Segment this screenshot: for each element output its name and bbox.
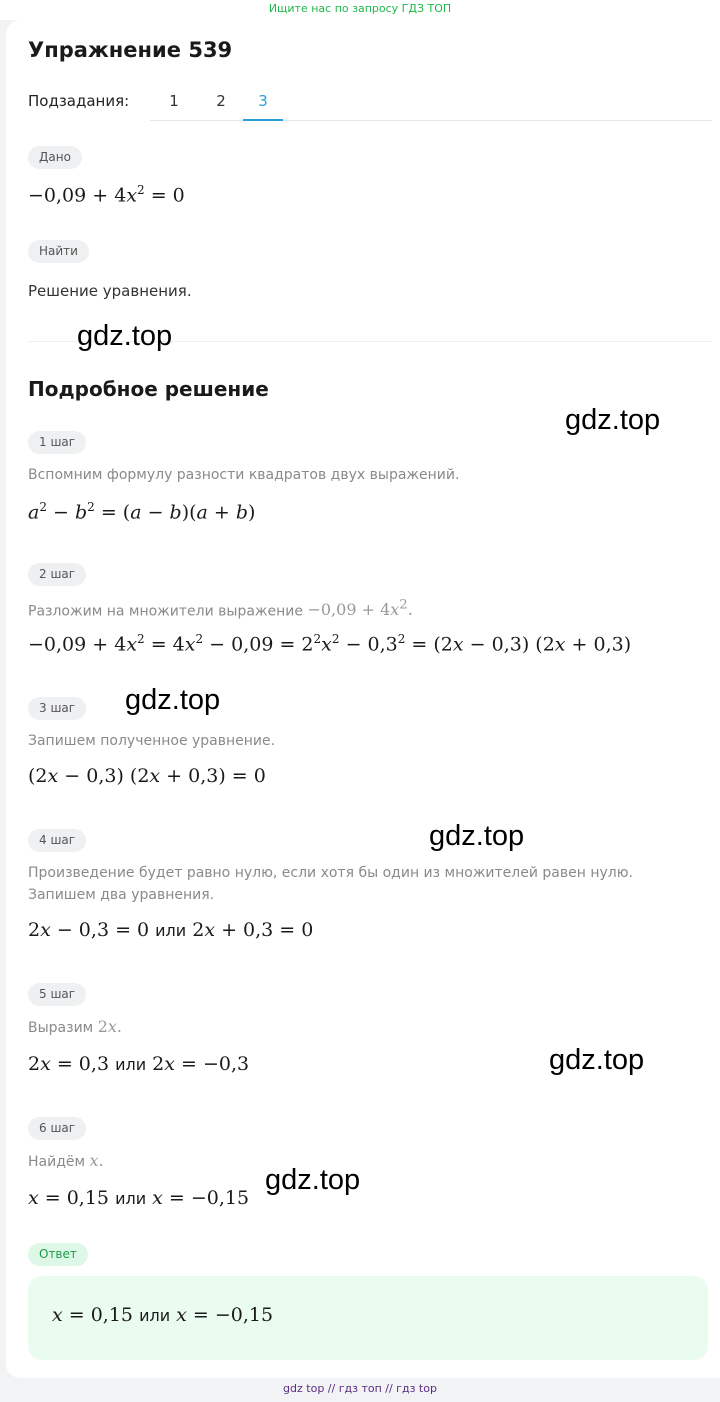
top-banner[interactable]: Ищите нас по запросу ГДЗ ТОП [0, 0, 720, 20]
step-6-text: Найдём x. [28, 1151, 104, 1170]
find-badge: Найти [28, 240, 89, 263]
step-6-formula: x = 0,15 или x = −0,15 [28, 1187, 250, 1209]
watermark: gdz.top [565, 404, 661, 436]
tab-subtask-2[interactable]: 2 [216, 92, 226, 110]
exercise-card [6, 20, 720, 1378]
or-word: или [115, 1055, 147, 1074]
step-4-formula: 2x − 0,3 = 0 или 2x + 0,3 = 0 [28, 919, 314, 941]
watermark: gdz.top [429, 820, 525, 852]
or-word: или [139, 1306, 171, 1325]
footer-links[interactable]: gdz top // гдз топ // гдз top [283, 1382, 437, 1395]
step-5-formula: 2x = 0,3 или 2x = −0,3 [28, 1053, 250, 1075]
or-word: или [155, 921, 187, 940]
subtasks-bar [28, 90, 712, 122]
step-5-badge: 5 шаг [28, 983, 86, 1006]
answer-formula: x = 0,15 или x = −0,15 [52, 1304, 274, 1326]
step-4-text: Произведение будет равно нулю, если хотя бы один из множителей равен нулю. Запишем два уравнения. [28, 865, 633, 903]
page-title: Упражнение 539 [28, 38, 233, 62]
step-3-badge: 3 шаг [28, 697, 86, 720]
given-equation: $-0,09 + 4x^2 = 0$ [28, 183, 185, 207]
step-4-badge: 4 шаг [28, 829, 86, 852]
watermark: gdz.top [265, 1164, 361, 1196]
step-2-text-label: Разложим на множители выражение [28, 603, 304, 620]
find-text: Решение уравнения. [28, 282, 192, 300]
answer-badge: Ответ [28, 1243, 88, 1266]
step-1-text: Вспомним формулу разности квадратов двух выражений. [28, 467, 460, 483]
watermark: gdz.top [125, 684, 221, 716]
watermark: gdz.top [77, 320, 173, 352]
answer-box [28, 1276, 708, 1360]
step-6-text-label: Найдём [28, 1154, 86, 1170]
tab-subtask-3[interactable]: 3 [243, 90, 283, 121]
step-1-badge: 1 шаг [28, 431, 86, 454]
step-5-text: Выразим 2x. [28, 1017, 122, 1036]
step-2-badge: 2 шаг [28, 563, 86, 586]
step-2-text: Разложим на множители выражение $-0,09 + 4x^2$. [28, 598, 413, 620]
subtasks-label: Подзадания: [28, 92, 130, 110]
solution-title: Подробное решение [28, 377, 269, 401]
step-1-formula: $a^2 - b^2 = (a - b)(a + b)$ [28, 500, 256, 524]
step-3-text: Запишем полученное уравнение. [28, 733, 276, 749]
step-5-text-label: Выразим [28, 1020, 94, 1036]
step-3-formula: (2x − 0,3) (2x + 0,3) = 0 [28, 765, 266, 787]
step-2-formula: $-0,09 + 4x^2 = 4x^2 - 0,09 = 2^2x^2 - 0,3^2 = (2x - 0,3) (2x + 0,3)$ [28, 632, 632, 656]
or-word: или [115, 1189, 147, 1208]
step-6-badge: 6 шаг [28, 1117, 86, 1140]
given-badge: Дано [28, 146, 82, 169]
watermark: gdz.top [549, 1044, 645, 1076]
tab-subtask-1[interactable]: 1 [169, 92, 179, 110]
